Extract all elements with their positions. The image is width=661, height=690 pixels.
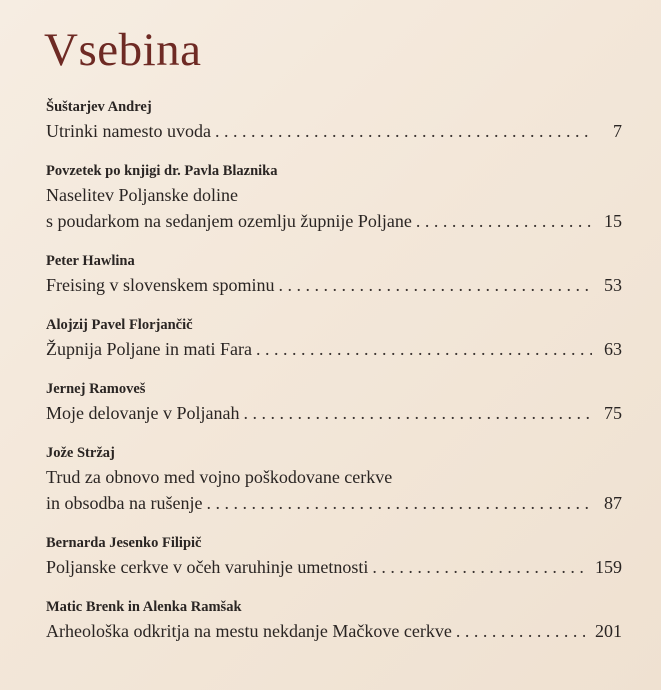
dot-leader: [456, 618, 585, 645]
entry-author: Jože Stržaj: [46, 445, 115, 461]
entry-author: Alojzij Pavel Florjančič: [46, 317, 193, 333]
toc-entry: [46, 160, 622, 235]
entry-title: s poudarkom na sedanjem ozemlju župnije Poljane: [46, 211, 412, 231]
entry-page-number: 87: [604, 493, 622, 513]
entry-page-number: 15: [604, 211, 622, 231]
entry-page-number: 75: [604, 403, 622, 423]
toc-entry: [46, 532, 622, 581]
dot-leader: [215, 118, 592, 145]
entry-author: Povzetek po knjigi dr. Pavla Blaznika: [46, 163, 278, 179]
entry-title-link[interactable]: [46, 208, 622, 235]
entry-author: Matic Brenk in Alenka Ramšak: [46, 599, 242, 615]
entry-title: Arheološka odkritja na mestu nekdanje Mačkove cerkve: [46, 621, 452, 641]
toc-entry: [46, 250, 622, 299]
entry-title-link[interactable]: [46, 272, 622, 299]
toc-entry: [46, 96, 622, 145]
entry-page-number: 63: [604, 339, 622, 359]
entry-title-link[interactable]: [46, 490, 622, 517]
entry-title: Moje delovanje v Poljanah: [46, 403, 240, 423]
entry-page-number: 7: [613, 121, 622, 141]
dot-leader: [372, 554, 585, 581]
entry-title-line: Trud za obnovo med vojno poškodovane cerkve: [46, 467, 393, 487]
entry-author: Jernej Ramoveš: [46, 381, 146, 397]
entry-page-number: 159: [595, 557, 622, 577]
entry-title-link[interactable]: [46, 554, 622, 581]
entry-author: Šuštarjev Andrej: [46, 99, 152, 115]
entry-title-link[interactable]: [46, 400, 622, 427]
entry-page-number: 201: [595, 621, 622, 641]
toc-entry: [46, 442, 622, 517]
dot-leader: [256, 336, 592, 363]
entry-title: Freising v slovenskem spominu: [46, 275, 275, 295]
entry-title: Župnija Poljane in mati Fara: [46, 339, 252, 359]
entry-page-number: 53: [604, 275, 622, 295]
dot-leader: [279, 272, 593, 299]
entry-title-link[interactable]: [46, 618, 622, 645]
entry-title-link[interactable]: [46, 336, 622, 363]
entry-author: Bernarda Jesenko Filipič: [46, 535, 202, 551]
dot-leader: [243, 400, 592, 427]
dot-leader: [416, 208, 592, 235]
entry-title-line: Naselitev Poljanske doline: [46, 185, 238, 205]
toc-entry: [46, 596, 622, 645]
entry-title-link[interactable]: [46, 118, 622, 145]
table-of-contents: [46, 96, 622, 660]
page-title: Vsebina: [44, 24, 202, 76]
entry-title: Utrinki namesto uvoda: [46, 121, 211, 141]
entry-title: Poljanske cerkve v očeh varuhinje umetnosti: [46, 557, 369, 577]
toc-entry: [46, 314, 622, 363]
entry-title: in obsodba na rušenje: [46, 493, 203, 513]
toc-entry: [46, 378, 622, 427]
entry-author: Peter Hawlina: [46, 253, 135, 269]
dot-leader: [206, 490, 592, 517]
